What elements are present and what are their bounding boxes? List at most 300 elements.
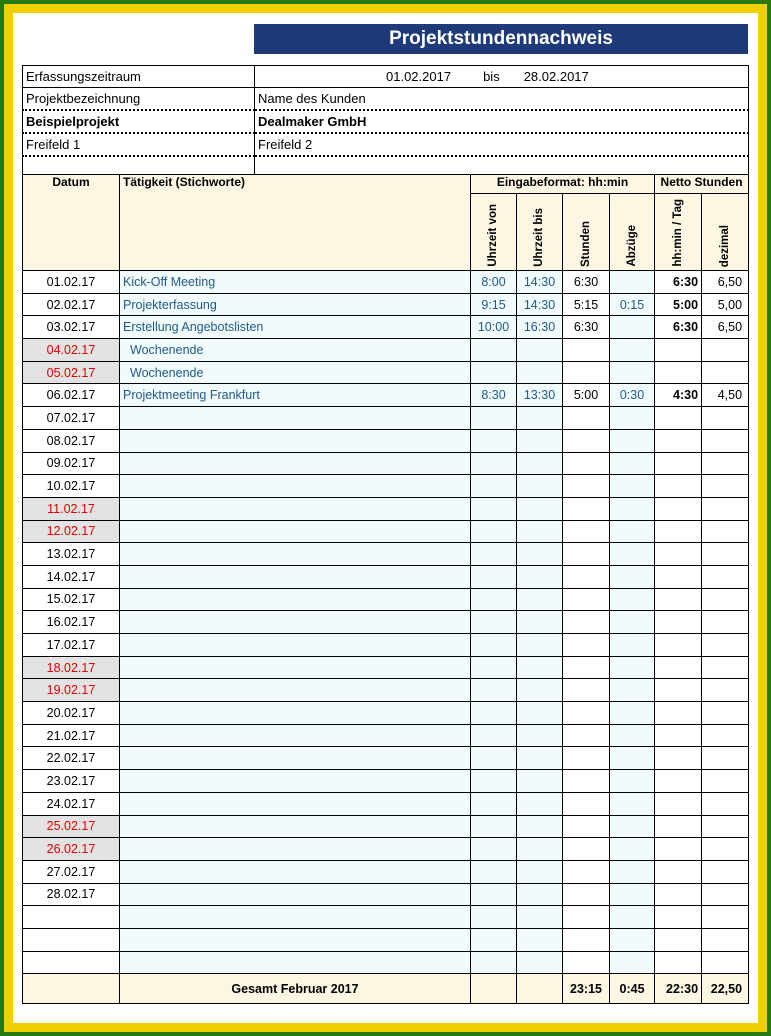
- activity-cell[interactable]: Wochenende: [120, 361, 471, 384]
- activity-cell[interactable]: [120, 588, 471, 611]
- time-from-cell[interactable]: [471, 928, 517, 951]
- table-row: [23, 815, 749, 838]
- date-cell: 14.02.17: [23, 565, 120, 588]
- time-to-cell[interactable]: [517, 724, 563, 747]
- decimal-cell: [702, 429, 749, 452]
- time-to-cell[interactable]: [517, 928, 563, 951]
- decimal-cell: [702, 792, 749, 815]
- date-cell: 11.02.17: [23, 497, 120, 520]
- deduction-cell[interactable]: [610, 339, 655, 362]
- decimal-cell: [702, 634, 749, 657]
- total-deductions: 0:45: [610, 974, 655, 1004]
- deduction-cell[interactable]: [610, 656, 655, 679]
- time-from-cell[interactable]: [471, 770, 517, 793]
- col-activity: Tätigkeit (Stichworte): [120, 175, 471, 271]
- deduction-cell[interactable]: [610, 475, 655, 498]
- net-hours-cell: [655, 792, 702, 815]
- hours-cell: [563, 679, 610, 702]
- time-from-cell[interactable]: [471, 634, 517, 657]
- deduction-cell[interactable]: [610, 860, 655, 883]
- hours-cell: [563, 928, 610, 951]
- col-to: Uhrzeit bis: [517, 194, 563, 271]
- date-cell: 18.02.17: [23, 656, 120, 679]
- table-row: [23, 951, 749, 974]
- deduction-cell[interactable]: [610, 611, 655, 634]
- time-to-cell[interactable]: [517, 339, 563, 362]
- time-to-cell[interactable]: 14:30: [517, 271, 563, 294]
- time-from-cell[interactable]: [471, 724, 517, 747]
- date-cell: 23.02.17: [23, 770, 120, 793]
- date-cell: 16.02.17: [23, 611, 120, 634]
- time-from-cell[interactable]: [471, 838, 517, 861]
- decimal-cell: 6,50: [702, 316, 749, 339]
- sheet-title: Projektstundennachweis: [254, 24, 748, 54]
- deduction-cell[interactable]: 0:15: [610, 293, 655, 316]
- total-net: 22:30: [655, 974, 702, 1004]
- net-hours-cell: 6:30: [655, 316, 702, 339]
- period-from: 01.02.2017: [386, 69, 452, 84]
- time-to-cell[interactable]: [517, 452, 563, 475]
- time-from-cell[interactable]: [471, 883, 517, 906]
- net-hours-cell: [655, 361, 702, 384]
- col-input-format: Eingabeformat: hh:min: [471, 175, 655, 194]
- date-cell: 06.02.17: [23, 384, 120, 407]
- activity-cell[interactable]: [120, 860, 471, 883]
- hours-cell: [563, 634, 610, 657]
- time-from-cell[interactable]: [471, 815, 517, 838]
- time-to-cell[interactable]: [517, 588, 563, 611]
- time-to-cell[interactable]: [517, 883, 563, 906]
- table-row: [23, 838, 749, 861]
- date-cell: 05.02.17: [23, 361, 120, 384]
- activity-cell[interactable]: [120, 497, 471, 520]
- activity-cell[interactable]: [120, 906, 471, 929]
- free-field-1[interactable]: Freifeld 1: [23, 133, 255, 156]
- hours-cell: [563, 656, 610, 679]
- date-cell: 08.02.17: [23, 429, 120, 452]
- net-hours-cell: [655, 565, 702, 588]
- table-row: [23, 860, 749, 883]
- decimal-cell: [702, 475, 749, 498]
- deduction-cell[interactable]: [610, 883, 655, 906]
- date-cell: 26.02.17: [23, 838, 120, 861]
- date-cell: 13.02.17: [23, 543, 120, 566]
- date-cell: 12.02.17: [23, 520, 120, 543]
- time-to-cell[interactable]: [517, 361, 563, 384]
- project-value[interactable]: Beispielprojekt: [23, 110, 255, 133]
- decimal-cell: [702, 679, 749, 702]
- decimal-cell: [702, 407, 749, 430]
- hours-cell: [563, 407, 610, 430]
- time-from-cell[interactable]: [471, 339, 517, 362]
- period-sep: bis: [483, 69, 500, 84]
- activity-cell[interactable]: [120, 452, 471, 475]
- decimal-cell: [702, 611, 749, 634]
- activity-cell[interactable]: [120, 815, 471, 838]
- deduction-cell[interactable]: [610, 815, 655, 838]
- time-to-cell[interactable]: [517, 906, 563, 929]
- table-row: [23, 384, 749, 407]
- table-row: [23, 429, 749, 452]
- hours-cell: [563, 339, 610, 362]
- time-to-cell[interactable]: [517, 702, 563, 725]
- table-row: [23, 271, 749, 294]
- col-net-hours: Netto Stunden: [655, 175, 749, 194]
- table-row: [23, 724, 749, 747]
- table-row: [23, 452, 749, 475]
- time-to-cell[interactable]: [517, 407, 563, 430]
- hours-cell: [563, 883, 610, 906]
- net-hours-cell: [655, 679, 702, 702]
- net-hours-cell: [655, 883, 702, 906]
- col-from: Uhrzeit von: [471, 194, 517, 271]
- deduction-cell[interactable]: [610, 520, 655, 543]
- date-cell: 09.02.17: [23, 452, 120, 475]
- activity-cell[interactable]: [120, 770, 471, 793]
- col-deductions: Abzüge: [610, 194, 655, 271]
- time-from-cell[interactable]: [471, 543, 517, 566]
- hours-cell: [563, 497, 610, 520]
- date-cell: 20.02.17: [23, 702, 120, 725]
- net-hours-cell: [655, 951, 702, 974]
- net-hours-cell: [655, 407, 702, 430]
- time-to-cell[interactable]: [517, 520, 563, 543]
- table-row: [23, 656, 749, 679]
- time-from-cell[interactable]: [471, 407, 517, 430]
- net-hours-cell: [655, 543, 702, 566]
- net-hours-cell: [655, 747, 702, 770]
- decimal-cell: [702, 452, 749, 475]
- time-from-cell[interactable]: [471, 906, 517, 929]
- total-to: [517, 974, 563, 1004]
- net-hours-cell: [655, 452, 702, 475]
- time-from-cell[interactable]: [471, 951, 517, 974]
- time-to-cell[interactable]: [517, 951, 563, 974]
- time-from-cell[interactable]: 9:15: [471, 293, 517, 316]
- deduction-cell[interactable]: [610, 407, 655, 430]
- deduction-cell[interactable]: [610, 747, 655, 770]
- decimal-cell: [702, 860, 749, 883]
- activity-cell[interactable]: [120, 543, 471, 566]
- net-hours-cell: [655, 770, 702, 793]
- table-row: [23, 792, 749, 815]
- net-hours-cell: 6:30: [655, 271, 702, 294]
- decimal-cell: [702, 928, 749, 951]
- table-row: [23, 679, 749, 702]
- decimal-cell: 5,00: [702, 293, 749, 316]
- date-cell: [23, 928, 120, 951]
- decimal-cell: [702, 339, 749, 362]
- decimal-cell: [702, 497, 749, 520]
- total-decimal: 22,50: [702, 974, 749, 1004]
- date-cell: 27.02.17: [23, 860, 120, 883]
- table-row: [23, 883, 749, 906]
- table-row: [23, 565, 749, 588]
- hours-cell: [563, 838, 610, 861]
- time-to-cell[interactable]: [517, 747, 563, 770]
- date-cell: 17.02.17: [23, 634, 120, 657]
- net-hours-cell: [655, 475, 702, 498]
- time-from-cell[interactable]: [471, 565, 517, 588]
- net-hours-cell: [655, 429, 702, 452]
- deduction-cell[interactable]: [610, 452, 655, 475]
- free-field-2[interactable]: Freifeld 2: [255, 133, 749, 156]
- time-from-cell[interactable]: 8:00: [471, 271, 517, 294]
- deduction-cell[interactable]: [610, 543, 655, 566]
- activity-cell[interactable]: [120, 928, 471, 951]
- table-row: [23, 293, 749, 316]
- deduction-cell[interactable]: [610, 928, 655, 951]
- activity-cell[interactable]: [120, 679, 471, 702]
- date-cell: [23, 906, 120, 929]
- activity-cell[interactable]: [120, 883, 471, 906]
- decimal-cell: [702, 520, 749, 543]
- time-from-cell[interactable]: [471, 520, 517, 543]
- net-hours-cell: [655, 724, 702, 747]
- table-row: [23, 928, 749, 951]
- activity-cell[interactable]: Projekterfassung: [120, 293, 471, 316]
- activity-cell[interactable]: [120, 429, 471, 452]
- hours-cell: [563, 702, 610, 725]
- decimal-cell: [702, 588, 749, 611]
- table-row: [23, 702, 749, 725]
- activity-cell[interactable]: [120, 520, 471, 543]
- time-from-cell[interactable]: [471, 497, 517, 520]
- total-label: Gesamt Februar 2017: [120, 974, 471, 1004]
- header-table: [22, 65, 749, 179]
- time-from-cell[interactable]: 10:00: [471, 316, 517, 339]
- hours-cell: [563, 951, 610, 974]
- activity-cell[interactable]: Wochenende: [120, 339, 471, 362]
- decimal-cell: [702, 883, 749, 906]
- time-from-cell[interactable]: [471, 475, 517, 498]
- decimal-cell: [702, 702, 749, 725]
- net-hours-cell: [655, 702, 702, 725]
- table-row: [23, 770, 749, 793]
- deduction-cell[interactable]: [610, 634, 655, 657]
- hours-cell: 6:30: [563, 271, 610, 294]
- deduction-cell[interactable]: [610, 770, 655, 793]
- deduction-cell[interactable]: [610, 497, 655, 520]
- decimal-cell: [702, 747, 749, 770]
- deduction-cell[interactable]: [610, 565, 655, 588]
- activity-cell[interactable]: [120, 407, 471, 430]
- period-label: Erfassungszeitraum: [23, 66, 255, 88]
- decimal-cell: [702, 815, 749, 838]
- decimal-cell: [702, 543, 749, 566]
- decimal-cell: [702, 770, 749, 793]
- activity-cell[interactable]: Kick-Off Meeting: [120, 271, 471, 294]
- time-to-cell[interactable]: [517, 497, 563, 520]
- deduction-cell[interactable]: [610, 906, 655, 929]
- time-to-cell[interactable]: [517, 565, 563, 588]
- time-from-cell[interactable]: [471, 792, 517, 815]
- decimal-cell: 6,50: [702, 271, 749, 294]
- date-cell: [23, 951, 120, 974]
- decimal-cell: [702, 361, 749, 384]
- hours-cell: [563, 611, 610, 634]
- table-row: [23, 361, 749, 384]
- hours-cell: 5:15: [563, 293, 610, 316]
- time-to-cell[interactable]: [517, 475, 563, 498]
- net-hours-cell: [655, 838, 702, 861]
- deduction-cell[interactable]: [610, 679, 655, 702]
- decimal-cell: [702, 906, 749, 929]
- col-hours: Stunden: [563, 194, 610, 271]
- table-row: [23, 520, 749, 543]
- deduction-cell[interactable]: [610, 429, 655, 452]
- time-to-cell[interactable]: [517, 543, 563, 566]
- deduction-cell[interactable]: [610, 792, 655, 815]
- net-hours-cell: [655, 860, 702, 883]
- time-from-cell[interactable]: [471, 429, 517, 452]
- time-from-cell[interactable]: 8:30: [471, 384, 517, 407]
- customer-value[interactable]: Dealmaker GmbH: [255, 110, 749, 133]
- time-to-cell[interactable]: 16:30: [517, 316, 563, 339]
- time-to-cell[interactable]: 14:30: [517, 293, 563, 316]
- activity-cell[interactable]: Projektmeeting Frankfurt: [120, 384, 471, 407]
- deduction-cell[interactable]: [610, 316, 655, 339]
- hours-cell: [563, 792, 610, 815]
- activity-cell[interactable]: [120, 724, 471, 747]
- deduction-cell[interactable]: [610, 951, 655, 974]
- time-from-cell[interactable]: [471, 860, 517, 883]
- activity-cell[interactable]: [120, 475, 471, 498]
- col-decimal: dezimal: [702, 194, 749, 271]
- col-date: Datum: [23, 175, 120, 271]
- total-empty: [23, 974, 120, 1004]
- date-cell: 21.02.17: [23, 724, 120, 747]
- deduction-cell[interactable]: [610, 361, 655, 384]
- time-to-cell[interactable]: [517, 679, 563, 702]
- time-from-cell[interactable]: [471, 747, 517, 770]
- hours-cell: [563, 815, 610, 838]
- date-cell: 02.02.17: [23, 293, 120, 316]
- total-from: [471, 974, 517, 1004]
- deduction-cell[interactable]: 0:30: [610, 384, 655, 407]
- net-hours-cell: [655, 611, 702, 634]
- table-row: [23, 906, 749, 929]
- net-hours-cell: [655, 906, 702, 929]
- deduction-cell[interactable]: [610, 271, 655, 294]
- col-hhmm-day: hh:min / Tag: [655, 194, 702, 271]
- hours-cell: [563, 565, 610, 588]
- hours-cell: [563, 452, 610, 475]
- time-from-cell[interactable]: [471, 588, 517, 611]
- date-cell: 07.02.17: [23, 407, 120, 430]
- date-cell: 24.02.17: [23, 792, 120, 815]
- deduction-cell[interactable]: [610, 588, 655, 611]
- time-to-cell[interactable]: [517, 634, 563, 657]
- activity-cell[interactable]: Erstellung Angebotslisten: [120, 316, 471, 339]
- activity-cell[interactable]: [120, 611, 471, 634]
- time-to-cell[interactable]: [517, 656, 563, 679]
- time-from-cell[interactable]: [471, 679, 517, 702]
- hours-cell: [563, 747, 610, 770]
- hours-cell: [563, 860, 610, 883]
- date-cell: 22.02.17: [23, 747, 120, 770]
- decimal-cell: [702, 565, 749, 588]
- time-to-cell[interactable]: 13:30: [517, 384, 563, 407]
- customer-label: Name des Kunden: [255, 88, 749, 111]
- table-row: [23, 747, 749, 770]
- net-hours-cell: [655, 656, 702, 679]
- activity-cell[interactable]: [120, 792, 471, 815]
- period-cell[interactable]: [255, 66, 749, 88]
- table-row: [23, 475, 749, 498]
- activity-cell[interactable]: [120, 565, 471, 588]
- total-row: [23, 974, 749, 1004]
- sheet: [13, 13, 758, 1023]
- time-to-cell[interactable]: [517, 792, 563, 815]
- table-row: [23, 611, 749, 634]
- project-label: Projektbezeichnung: [23, 88, 255, 111]
- deduction-cell[interactable]: [610, 702, 655, 725]
- activity-cell[interactable]: [120, 747, 471, 770]
- time-to-cell[interactable]: [517, 815, 563, 838]
- date-cell: 10.02.17: [23, 475, 120, 498]
- deduction-cell[interactable]: [610, 838, 655, 861]
- time-to-cell[interactable]: [517, 611, 563, 634]
- activity-cell[interactable]: [120, 951, 471, 974]
- hours-cell: [563, 724, 610, 747]
- activity-cell[interactable]: [120, 634, 471, 657]
- date-cell: 01.02.17: [23, 271, 120, 294]
- total-hours: 23:15: [563, 974, 610, 1004]
- activity-cell[interactable]: [120, 656, 471, 679]
- time-from-cell[interactable]: [471, 702, 517, 725]
- net-hours-cell: [655, 928, 702, 951]
- time-from-cell[interactable]: [471, 656, 517, 679]
- time-to-cell[interactable]: [517, 838, 563, 861]
- hours-cell: [563, 475, 610, 498]
- table-row: [23, 407, 749, 430]
- decimal-cell: [702, 724, 749, 747]
- decimal-cell: [702, 838, 749, 861]
- hours-cell: [563, 588, 610, 611]
- hours-cell: [563, 361, 610, 384]
- deduction-cell[interactable]: [610, 724, 655, 747]
- activity-cell[interactable]: [120, 838, 471, 861]
- time-from-cell[interactable]: [471, 452, 517, 475]
- time-from-cell[interactable]: [471, 361, 517, 384]
- net-hours-cell: 4:30: [655, 384, 702, 407]
- activity-cell[interactable]: [120, 702, 471, 725]
- time-to-cell[interactable]: [517, 860, 563, 883]
- hours-cell: [563, 770, 610, 793]
- table-row: [23, 543, 749, 566]
- decimal-cell: [702, 656, 749, 679]
- hours-cell: 5:00: [563, 384, 610, 407]
- time-to-cell[interactable]: [517, 770, 563, 793]
- hours-cell: 6:30: [563, 316, 610, 339]
- net-hours-cell: [655, 588, 702, 611]
- date-cell: 25.02.17: [23, 815, 120, 838]
- table-row: [23, 588, 749, 611]
- hours-cell: [563, 543, 610, 566]
- net-hours-cell: [655, 520, 702, 543]
- decimal-cell: [702, 951, 749, 974]
- time-to-cell[interactable]: [517, 429, 563, 452]
- table-row: [23, 634, 749, 657]
- table-row: [23, 497, 749, 520]
- decimal-cell: 4,50: [702, 384, 749, 407]
- date-cell: 19.02.17: [23, 679, 120, 702]
- net-hours-cell: 5:00: [655, 293, 702, 316]
- time-from-cell[interactable]: [471, 611, 517, 634]
- hours-cell: [563, 906, 610, 929]
- net-hours-cell: [655, 497, 702, 520]
